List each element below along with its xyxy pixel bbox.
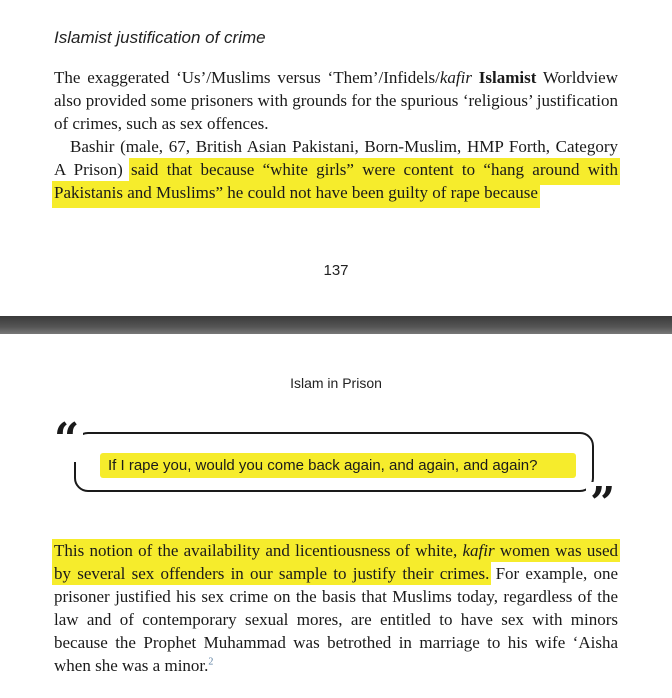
p2-text: Bashir (male, 67, British Asian Pakistani, Born-Muslim, HMP Forth, Category A Prison) [54, 137, 618, 179]
p3-highlight-a: This notion of the availability and licentiousness of white, [54, 541, 458, 560]
close-quote-icon: ” [586, 482, 619, 526]
highlighted-text[interactable]: said that because “white girls” were content to “hang around with Pakistanis and Muslims” he could not have been guilty of rape because [54, 160, 618, 206]
top-page [0, 0, 672, 316]
running-head: Islam in Prison [290, 375, 382, 391]
p3-highlight-b: women was used by several sex offenders in our sample to justify their crimes. [54, 541, 619, 583]
p1-bold-term: Islamist [478, 68, 537, 87]
open-quote-icon: “ [50, 418, 83, 462]
page-number: 137 [323, 262, 349, 279]
section-heading: Islamist justification of crime [54, 28, 266, 47]
footnote-link[interactable]: 2 [208, 656, 214, 668]
pull-quote-text[interactable]: If I rape you, would you come back again, and again, and again? [100, 453, 576, 478]
p3-text: For example, one prisoner justified his sex crime on the basis that Muslims today, regardless of the law and of contemporary sexual mores, are entitled to have sex with minors because the Prophet Muhammad was betrothed in marriage to his wife ‘Aisha when she was a minor. [54, 564, 619, 675]
page-separator [0, 316, 672, 334]
p1-kafir: kafir [439, 68, 472, 87]
p3-kafir: kafir [462, 541, 495, 560]
paragraph-bashir [54, 135, 618, 204]
p1-text-b: Worldview also provided some prisoners with grounds for the spurious ‘religious’ justification of crimes, such as sex offences. [54, 68, 618, 133]
paragraph-notion [54, 539, 618, 677]
paragraph-worldview [54, 66, 618, 135]
p1-text-a: The exaggerated ‘Us’/Muslims versus ‘Them’/Infidels/ [54, 68, 440, 87]
